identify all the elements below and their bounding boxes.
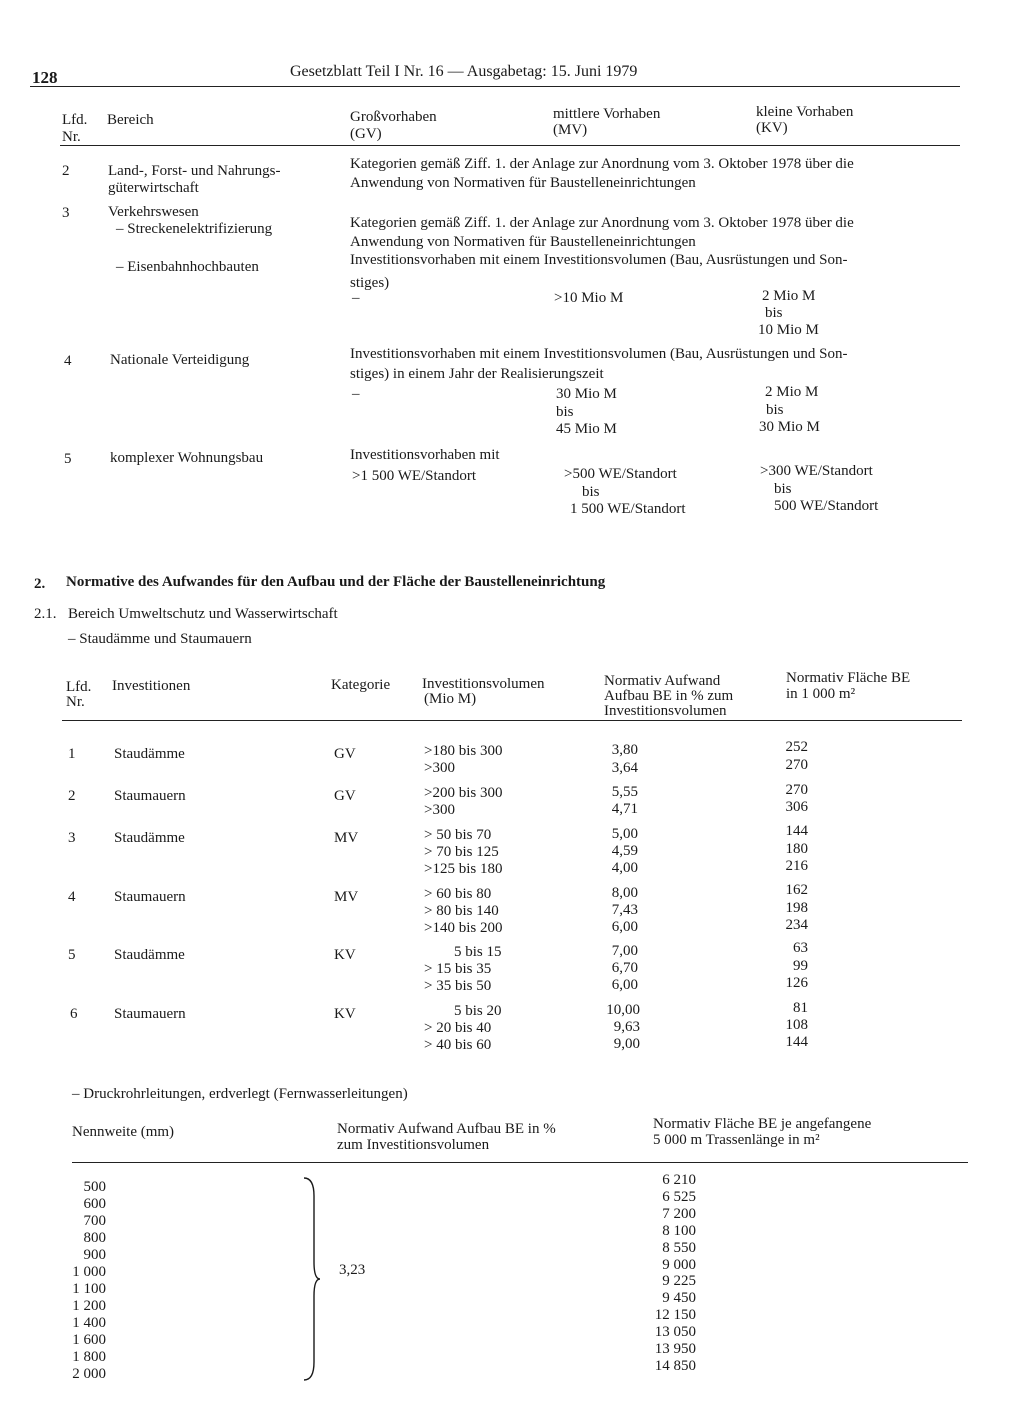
t2-header-aufwand-2: Aufbau BE in % zum — [604, 688, 734, 704]
t3-flaeche-cell: 13 050 — [654, 1324, 696, 1341]
t2-row-flaeche: 270 — [785, 757, 808, 773]
t3-header-rule — [72, 1162, 968, 1163]
t2-row-vol: >180 bis 300 — [424, 743, 503, 759]
t1-row5-kv-to: 500 WE/Standort — [774, 498, 879, 514]
t1-row4-gv: – — [352, 386, 360, 402]
t2-row-aufwand: 9,00 — [613, 1036, 640, 1052]
t2-row-vol: > 40 bis 60 — [424, 1037, 492, 1053]
t2-row-kategorie: KV — [334, 947, 356, 963]
t2-row-vol: > 50 bis 70 — [424, 827, 492, 843]
t2-row-kategorie: MV — [334, 830, 359, 846]
t2-row-flaeche: 63 — [793, 940, 808, 956]
t2-row-kategorie: KV — [334, 1006, 356, 1022]
t2-row-aufwand: 4,71 — [611, 801, 638, 817]
t2-header-aufwand-3: Investitionsvolumen — [604, 703, 727, 719]
t2-row-nr: 6 — [70, 1006, 78, 1022]
t1-header-rule — [60, 145, 960, 146]
t3-nennweite-cell: 600 — [83, 1196, 106, 1212]
t2-row-vol: >125 bis 180 — [424, 861, 503, 877]
t3-nennweite-cell: 1 600 — [72, 1332, 106, 1348]
t2-row-vol: > 15 bis 35 — [424, 961, 492, 977]
t3-nennweite-cell: 2 000 — [72, 1366, 106, 1382]
t3-flaeche-cell: 6 525 — [662, 1188, 696, 1205]
t1-header-gv-abbr: (GV) — [350, 126, 382, 142]
t3-nennweite-cell: 1 000 — [72, 1264, 106, 1280]
t2-row-aufwand: 4,59 — [611, 843, 638, 859]
t2-row-aufwand: 5,55 — [611, 784, 638, 800]
t1-row5-bereich: komplexer Wohnungsbau — [110, 450, 264, 466]
t1-row2-text: Kategorien gemäß Ziff. 1. der Anlage zur Anordnung vom 3. Oktober 1978 über die — [350, 156, 854, 172]
t2-header-investitionen: Investitionen — [112, 678, 191, 694]
t1-row4-mv-bis: bis — [556, 404, 574, 420]
t1-header-lfd: Lfd. — [62, 112, 88, 128]
t2-row-vol: > 35 bis 50 — [424, 978, 492, 994]
section-2-1-dash-item: – Staudämme und Staumauern — [68, 631, 252, 647]
t1-row3-sub2-text: Investitionsvorhaben mit einem Investitionsvolumen (Bau, Ausrüstungen und Son- — [350, 252, 848, 268]
t1-row4-nr: 4 — [64, 353, 72, 369]
t2-row-flaeche: 198 — [785, 900, 808, 916]
t1-row4-mv-to: 45 Mio M — [556, 421, 617, 437]
t1-row4-kv-to: 30 Mio M — [759, 419, 820, 435]
t2-row-vol: >200 bis 300 — [424, 785, 503, 801]
t2-row-flaeche: 108 — [785, 1017, 808, 1033]
t1-row3-sub1-text-cont: Anwendung von Normativen für Baustelleneinrichtungen — [350, 234, 696, 250]
t3-flaeche-cell: 9 450 — [662, 1290, 696, 1307]
t2-row-aufwand: 8,00 — [611, 885, 638, 901]
t2-row-nr: 2 — [68, 788, 76, 804]
t2-row-aufwand: 3,64 — [611, 760, 638, 776]
t2-row-aufwand: 7,43 — [611, 902, 638, 918]
t1-row2-nr: 2 — [62, 163, 70, 179]
t2-row-name: Staumauern — [114, 788, 186, 804]
t1-row4-bereich: Nationale Verteidigung — [110, 352, 250, 368]
t1-row3-sub1: – Streckenelektrifizierung — [116, 221, 273, 237]
t2-row-nr: 1 — [68, 746, 76, 762]
t3-flaeche-cell: 9 000 — [662, 1256, 696, 1273]
t3-flaeche-cell: 9 225 — [662, 1273, 696, 1290]
t3-header-aufwand-2: zum Investitionsvolumen — [337, 1137, 490, 1153]
t1-row5-mv-bis: bis — [582, 484, 600, 500]
t3-flaeche-cell: 14 850 — [654, 1357, 696, 1374]
t2-row-aufwand: 7,00 — [611, 943, 638, 959]
t1-row3-nr: 3 — [62, 205, 70, 221]
t2-row-nr: 5 — [68, 947, 76, 963]
t1-row5-text: Investitionsvorhaben mit — [350, 447, 500, 463]
t1-header-bereich: Bereich — [107, 112, 154, 128]
t1-row2-bereich-cont: güterwirtschaft — [108, 180, 199, 196]
t2-row-aufwand: 9,63 — [613, 1019, 640, 1035]
t3-header-aufwand: Normativ Aufwand Aufbau BE in % — [337, 1121, 556, 1137]
t2-row-vol: > 20 bis 40 — [424, 1020, 492, 1036]
t1-row5-kv-bis: bis — [774, 481, 792, 497]
t1-row3-sub2-text-cont: stiges) — [350, 275, 390, 291]
t1-row5-mv-to: 1 500 WE/Standort — [570, 501, 686, 517]
t1-row5-gv: >1 500 WE/Standort — [352, 468, 477, 484]
t2-row-kategorie: MV — [334, 889, 359, 905]
t1-header-kv: kleine Vorhaben — [756, 104, 854, 120]
t2-row-flaeche: 234 — [785, 917, 808, 933]
t1-row2-bereich: Land-, Forst- und Nahrungs- — [108, 163, 281, 179]
t2-row-kategorie: GV — [334, 788, 356, 804]
t2-row-aufwand: 10,00 — [606, 1002, 640, 1018]
page-header-title: Gesetzblatt Teil I Nr. 16 — Ausgabetag: 15. Juni 1979 — [290, 63, 638, 80]
t1-row5-nr: 5 — [64, 451, 72, 467]
t2-row-name: Staudämme — [114, 830, 185, 846]
t2-row-flaeche: 216 — [785, 858, 808, 874]
section-2-1-number: 2.1. — [34, 606, 57, 622]
page-number: 128 — [32, 68, 58, 87]
section-2-number: 2. — [34, 576, 46, 592]
t2-row-flaeche: 270 — [785, 782, 808, 798]
t2-row-flaeche: 144 — [785, 1034, 808, 1050]
section-2-1-title: Bereich Umweltschutz und Wasserwirtschaft — [68, 606, 338, 622]
t2-header-volumen-unit: (Mio M) — [424, 691, 477, 707]
t3-nennweite-cell: 500 — [83, 1179, 106, 1195]
t3-header-flaeche: Normativ Fläche BE je angefangene — [653, 1116, 872, 1132]
t1-row3-sub2: – Eisenbahnhochbauten — [116, 259, 259, 275]
t3-brace — [300, 1176, 324, 1382]
t1-header-kv-abbr: (KV) — [756, 120, 788, 136]
t2-header-flaeche: Normativ Fläche BE — [786, 670, 911, 686]
t2-row-vol: >140 bis 200 — [424, 920, 503, 936]
t2-row-vol: > 80 bis 140 — [424, 903, 499, 919]
t2-header-aufwand: Normativ Aufwand — [604, 673, 721, 689]
t3-flaeche-cell: 12 150 — [654, 1307, 696, 1324]
t1-row3-bereich: Verkehrswesen — [108, 204, 199, 220]
t1-row4-text-cont: stiges) in einem Jahr der Realisierungszeit — [350, 366, 604, 382]
t3-nennweite-cell: 900 — [83, 1247, 106, 1263]
t2-row-nr: 3 — [68, 830, 76, 846]
t2-row-flaeche: 306 — [785, 799, 808, 815]
t3-header-flaeche-2: 5 000 m Trassenlänge in m² — [653, 1132, 820, 1148]
t2-header-lfd: Lfd. — [66, 679, 92, 695]
t2-row-vol: >300 — [424, 802, 455, 818]
t2-row-aufwand: 6,70 — [611, 960, 638, 976]
t2-row-name: Staudämme — [114, 947, 185, 963]
header-rule — [30, 86, 960, 87]
t3-flaeche-cell: 8 100 — [662, 1222, 696, 1239]
t3-nennweite-cell: 1 200 — [72, 1298, 106, 1314]
t2-row-flaeche: 162 — [785, 882, 808, 898]
t2-row-vol: > 70 bis 125 — [424, 844, 499, 860]
t2-row-aufwand: 6,00 — [611, 919, 638, 935]
t1-row5-mv: >500 WE/Standort — [564, 466, 677, 482]
t2-row-name: Staumauern — [114, 1006, 186, 1022]
t2-row-aufwand: 4,00 — [611, 860, 638, 876]
t3-header-nennweite: Nennweite (mm) — [72, 1124, 175, 1140]
t2-row-flaeche: 99 — [793, 958, 808, 974]
t2-row-aufwand: 5,00 — [611, 826, 638, 842]
t2-header-kategorie: Kategorie — [331, 677, 391, 693]
t3-nennweite-cell: 1 400 — [72, 1315, 106, 1331]
t1-header-mv-abbr: (MV) — [553, 122, 588, 138]
t1-header-nr: Nr. — [62, 129, 81, 145]
t2-header-nr: Nr. — [66, 694, 85, 710]
t1-row3-kv-bis: bis — [765, 305, 783, 321]
t3-nennweite-cell: 800 — [83, 1230, 106, 1246]
t2-row-vol: >300 — [424, 760, 455, 776]
t3-flaeche-cell: 7 200 — [662, 1205, 696, 1222]
t2-header-flaeche-unit: in 1 000 m² — [786, 686, 856, 702]
t2-row-flaeche: 252 — [785, 739, 808, 755]
t2-row-flaeche: 180 — [785, 841, 808, 857]
t1-row3-kv-to: 10 Mio M — [758, 322, 819, 338]
t2-row-vol: 5 bis 20 — [454, 1003, 502, 1019]
t2-row-flaeche: 81 — [793, 1000, 808, 1016]
t1-header-gv: Großvorhaben — [350, 109, 437, 125]
t3-flaeche-cell: 6 210 — [662, 1172, 696, 1188]
t2-row-kategorie: GV — [334, 746, 356, 762]
t2-row-aufwand: 6,00 — [611, 977, 638, 993]
t2-row-aufwand: 3,80 — [611, 742, 638, 758]
t1-row5-kv: >300 WE/Standort — [760, 463, 873, 479]
t3-nennweite-cell: 1 800 — [72, 1349, 106, 1365]
t2-header-volumen: Investitionsvolumen — [422, 676, 545, 692]
t3-flaeche-cell: 8 550 — [662, 1239, 696, 1256]
t2-row-name: Staudämme — [114, 746, 185, 762]
t2-row-name: Staumauern — [114, 889, 186, 905]
t1-row4-kv-bis: bis — [766, 402, 784, 418]
t1-row3-kv: 2 Mio M — [762, 288, 816, 304]
t1-row3-gv: – — [352, 290, 360, 306]
t3-nennweite-cell: 1 100 — [72, 1281, 106, 1297]
t1-row4-text: Investitionsvorhaben mit einem Investitionsvolumen (Bau, Ausrüstungen und Son- — [350, 346, 848, 362]
t2-header-rule — [62, 720, 962, 721]
t3-aufwand-value: 3,23 — [339, 1262, 366, 1278]
t1-row3-sub1-text: Kategorien gemäß Ziff. 1. der Anlage zur Anordnung vom 3. Oktober 1978 über die — [350, 215, 854, 231]
t2-row-flaeche: 126 — [785, 975, 808, 991]
t2-row-vol: 5 bis 15 — [454, 944, 502, 960]
t1-header-mv: mittlere Vorhaben — [553, 106, 661, 122]
t3-nennweite-cell: 700 — [83, 1213, 106, 1229]
section-2-title: Normative des Aufwandes für den Aufbau und der Fläche der Baustelleneinrichtung — [66, 574, 606, 590]
t2-row-flaeche: 144 — [785, 823, 808, 839]
t1-row4-kv: 2 Mio M — [765, 384, 819, 400]
t3-flaeche-cell: 13 950 — [654, 1341, 696, 1357]
t2-row-nr: 4 — [68, 889, 76, 905]
t1-row2-text-cont: Anwendung von Normativen für Baustelleneinrichtungen — [350, 175, 696, 191]
t3-dash-item: – Druckrohrleitungen, erdverlegt (Fernwasserleitungen) — [72, 1086, 408, 1102]
t1-row3-mv: >10 Mio M — [554, 290, 624, 306]
t2-row-vol: > 60 bis 80 — [424, 886, 492, 902]
t1-row4-mv: 30 Mio M — [556, 386, 617, 402]
